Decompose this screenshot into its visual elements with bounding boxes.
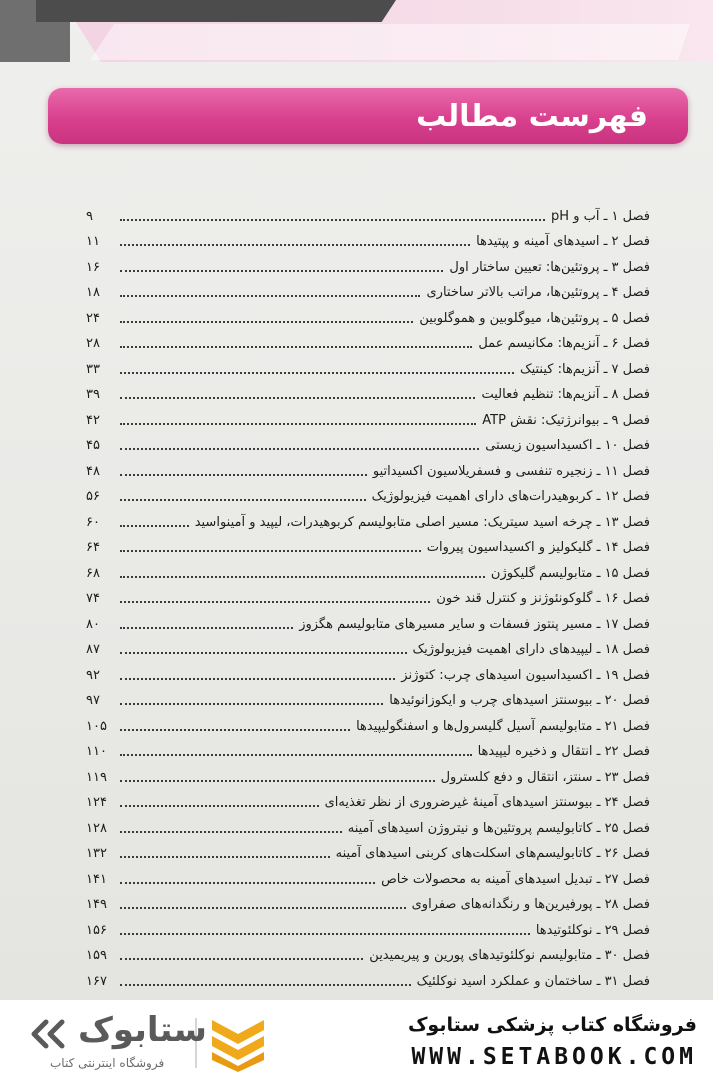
page-number: ۴۵ [86,438,100,453]
page-number: ۹۷ [86,693,100,708]
page-number: ۱۸ [86,285,100,300]
dot-leader [120,882,375,884]
page-number: ۹ [86,208,93,224]
toc-row[interactable] [86,913,650,939]
page-number: ۱۲۸ [86,820,107,836]
page-title: فهرست مطالب [416,98,648,134]
table-of-contents [86,199,650,990]
chapter-title: فصل ۲۷ ـ تبدیل اسیدهای آمینه به محصولات خاص [381,871,650,887]
page-number: ۷۴ [86,591,100,606]
toc-row[interactable] [86,505,650,531]
page-number: ۶۸ [86,565,100,581]
toc-row[interactable] [86,403,650,429]
dot-leader [120,856,330,858]
dot-leader [120,831,342,833]
chapter-title: فصل ۸ ـ آنزیم‌ها: تنظیم فعالیت [481,387,650,402]
page-number: ۶۰ [86,514,100,530]
toc-row[interactable] [86,199,650,225]
dot-leader [120,729,350,731]
toc-row[interactable] [86,276,650,302]
dot-leader [120,907,406,909]
store-footer [0,1000,713,1080]
page-number: ۱۱۹ [86,769,107,785]
page-number: ۹۲ [86,667,100,683]
toc-row[interactable] [86,225,650,251]
chapter-title: فصل ۲۳ ـ سنتز، انتقال و دفع کلسترول [440,769,650,785]
dot-leader [120,678,395,680]
dot-leader [120,346,472,348]
page-number: ۱۶ [86,259,100,275]
chapter-title: فصل ۶ ـ آنزیم‌ها: مکانیسم عمل [478,336,650,351]
chapter-title: فصل ۳۰ ـ متابولیسم نوکلئوتیدهای پورین و پیریمیدین [369,948,650,963]
page-number: ۱۶۷ [86,973,107,989]
page-number: ۱۰۵ [86,718,107,734]
dot-leader [120,448,479,450]
toc-row[interactable] [86,327,650,353]
page-number: ۵۶ [86,489,100,504]
double-chevron-icon [34,1022,62,1046]
page-number: ۳۳ [86,361,100,377]
toc-row[interactable] [86,735,650,761]
page-number: ۲۴ [86,310,100,326]
toc-row[interactable] [86,658,650,684]
toc-row[interactable] [86,786,650,812]
dot-leader [120,295,420,297]
dot-leader [120,627,293,629]
chapter-title: فصل ۲۲ ـ انتقال و ذخیره لیپیدها [477,744,650,759]
toc-row[interactable] [86,301,650,327]
page-number: ۱۳۲ [86,846,107,861]
chapter-title: فصل ۱۴ ـ گلیکولیز و اکسیداسیون پیروات [426,540,650,555]
toc-row[interactable] [86,811,650,837]
dot-leader [120,423,476,425]
toc-row[interactable] [86,760,650,786]
header-light-band [90,24,690,60]
page-number: ۴۸ [86,463,100,479]
dot-leader [120,270,443,272]
logo-wordmark: ستابوک [78,1010,207,1050]
chapter-title: فصل ۱۶ ـ گلوکونئوژنز و کنترل قند خون [436,591,650,606]
toc-row[interactable] [86,556,650,582]
chapter-title: فصل ۱۱ ـ زنجیره تنفسی و فسفریلاسیون اکسیداتیو [372,463,650,479]
dot-leader [120,652,407,654]
chapter-title: فصل ۲۱ ـ متابولیسم آسیل گلیسرول‌ها و اسفنگولیپیدها [356,718,650,734]
page-number: ۱۱۰ [86,744,107,759]
chapter-title: فصل ۱۸ ـ لیپیدهای دارای اهمیت فیزیولوژیک [412,642,650,657]
dot-leader [120,601,430,603]
dot-leader [120,958,363,960]
dot-leader [120,780,435,782]
dot-leader [120,933,530,935]
chapter-title: فصل ۲۰ ـ بیوسنتز اسیدهای چرب و ایکوزانوئیدها [389,693,650,708]
dot-leader [120,219,545,221]
chapter-title: فصل ۱۵ ـ متابولیسم گلیکوژن [490,565,650,581]
toc-row[interactable] [86,352,650,378]
page-number: ۱۲۴ [86,795,107,810]
setabook-logo [16,1008,296,1074]
toc-row[interactable] [86,862,650,888]
page-number: ۱۴۹ [86,897,107,912]
dot-leader [120,372,514,374]
page-number: ۸۰ [86,616,100,632]
chapter-title: فصل ۱ ـ آب و pH [551,208,650,224]
dot-leader [120,576,485,578]
chapter-title: فصل ۱۷ ـ مسیر پنتوز فسفات و سایر مسیرهای متابولیسم هگزوز [299,616,650,632]
dot-leader [120,397,475,399]
book-chevron-icon [212,1020,264,1072]
page-number: ۸۷ [86,642,100,657]
dot-leader [120,525,189,527]
dot-leader [120,703,383,705]
page-number: ۱۵۹ [86,948,107,963]
dot-leader [120,754,472,756]
chapter-title: فصل ۱۹ ـ اکسیداسیون اسیدهای چرب: کتوژنز [401,667,650,683]
dot-leader [120,474,367,476]
store-name: فروشگاه کتاب پزشکی ستابوک [407,1014,697,1036]
chapter-title: فصل ۲۴ ـ بیوسنتز اسیدهای آمینهٔ غیرضروری از نظر تغذیه‌ای [324,795,650,810]
toc-row[interactable] [86,607,650,633]
chapter-title: فصل ۴ ـ پروتئین‌ها، مراتب بالاتر ساختاری [426,285,650,300]
dot-leader [120,550,421,552]
chapter-title: فصل ۷ ـ آنزیم‌ها: کینتیک [519,361,650,377]
toc-row[interactable] [86,250,650,276]
dot-leader [120,244,470,246]
page-number: ۴۲ [86,412,100,428]
chapter-title: فصل ۲ ـ اسیدهای آمینه و پپتیدها [476,234,650,249]
toc-row[interactable] [86,429,650,455]
chapter-title: فصل ۱۰ ـ اکسیداسیون زیستی [485,438,650,453]
dot-leader [120,499,366,501]
toc-title-banner [48,88,688,144]
chapter-title: فصل ۵ ـ پروتئین‌ها، میوگلوبین و هموگلوبین [419,310,650,326]
dot-leader [120,321,413,323]
page-number: ۶۴ [86,540,100,555]
chapter-title: فصل ۱۳ ـ چرخه اسید سیتریک: مسیر اصلی متابولیسم کربوهیدرات، لیپید و آمینواسید [194,514,650,530]
dot-leader [120,984,411,986]
page-number: ۱۵۶ [86,922,107,938]
toc-row[interactable] [86,964,650,990]
toc-row[interactable] [86,531,650,557]
toc-row[interactable] [86,939,650,965]
chapter-title: فصل ۲۸ ـ پورفیرین‌ها و رنگدانه‌های صفراوی [411,897,650,912]
toc-row[interactable] [86,837,650,863]
page-number: ۱۱ [86,234,100,249]
page-number: ۱۴۱ [86,871,107,887]
page-number: ۲۸ [86,336,100,351]
toc-row[interactable] [86,454,650,480]
toc-row[interactable] [86,480,650,506]
toc-row[interactable] [86,709,650,735]
toc-row[interactable] [86,888,650,914]
chapter-title: فصل ۲۶ ـ کاتابولیسم‌های اسکلت‌های کربنی اسیدهای آمینه [335,846,650,861]
store-url[interactable]: WWW.SETABOOK.COM [411,1044,697,1070]
toc-row[interactable] [86,582,650,608]
toc-row[interactable] [86,684,650,710]
page-number: ۳۹ [86,387,100,402]
logo-tagline: فروشگاه اینترنتی کتاب [50,1056,165,1070]
chapter-title: فصل ۹ ـ بیوانرژتیک: نقش ATP [482,412,650,428]
toc-row[interactable] [86,633,650,659]
header-dark-band [36,0,396,22]
chapter-title: فصل ۱۲ ـ کربوهیدرات‌های دارای اهمیت فیزیولوژیک [371,489,650,504]
chapter-title: فصل ۲۹ ـ نوکلئوتیدها [535,922,650,938]
dot-leader [120,805,319,807]
chapter-title: فصل ۲۵ ـ کاتابولیسم پروتئین‌ها و نیتروژن اسیدهای آمینه [347,820,650,836]
chapter-title: فصل ۳ ـ پروتئین‌ها: تعیین ساختار اول [449,259,650,275]
toc-row[interactable] [86,378,650,404]
chapter-title: فصل ۳۱ ـ ساختمان و عملکرد اسید نوکلئیک [416,973,650,989]
